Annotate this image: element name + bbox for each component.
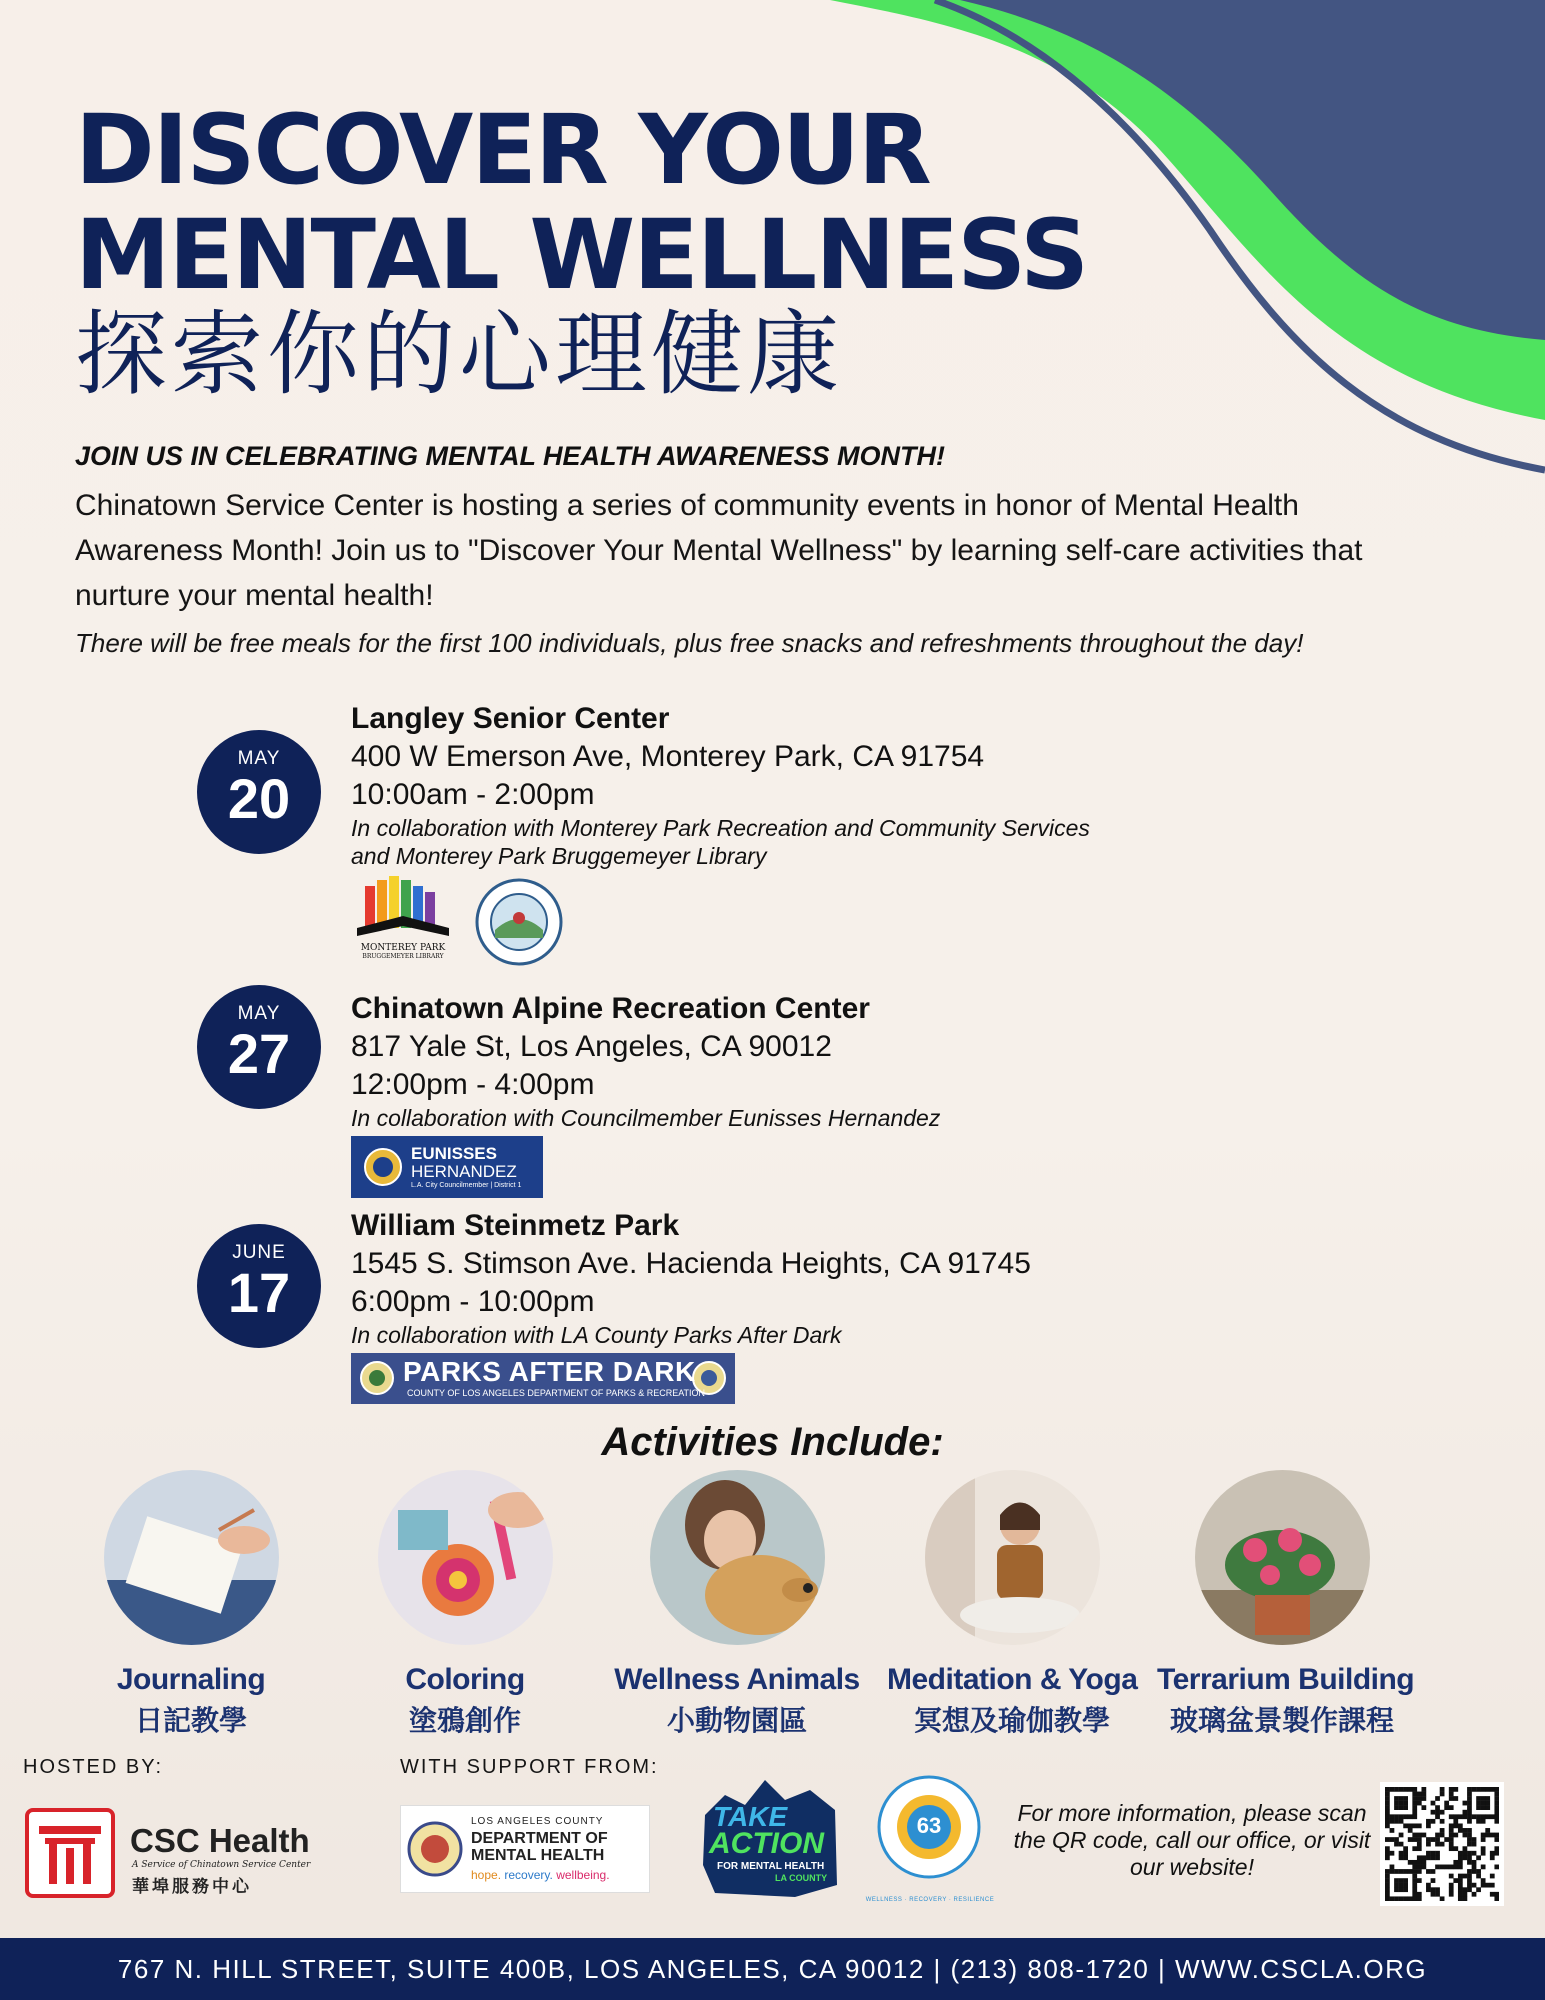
journaling-photo [104,1470,279,1645]
activity-name-cn: 玻璃盆景製作課程 [1169,1705,1394,1736]
monterey-park-seal [475,878,563,966]
date-badge-june-17 [197,1224,321,1348]
bruggemeyer-library-logo [353,876,453,966]
activity-name: Meditation & Yoga [887,1663,1138,1696]
headline-chinese: 探索你的心理健康 [75,301,844,408]
flowers-photo [1195,1470,1370,1645]
headline-line1: DISCOVER YOUR [75,94,930,206]
take-action-2: ACTION [709,1827,824,1860]
intro-body: Chinatown Service Center is hosting a series of community events in honor of Mental Health Awareness Month! Join us to "Discover Your Mental Wellness" by learning self-care activities that nurture your mental health! [75,489,1363,612]
tagline: JOIN US IN CELEBRATING MENTAL HEALTH AWARENESS MONTH! [75,441,946,471]
event-address: 1545 S. Stimson Ave. Hacienda Heights, CA 91745 [351,1247,1031,1280]
event-venue: William Steinmetz Park [351,1209,680,1242]
dmh-line2: DEPARTMENT OF [471,1830,608,1847]
dmh-tag-recovery: recovery. [504,1868,553,1882]
event-langley [351,700,1090,870]
event-time: 6:00pm - 10:00pm [351,1285,595,1318]
meditation-photo [925,1470,1100,1645]
activity-name-cn: 冥想及瑜伽教學 [913,1705,1110,1736]
activity-meditation-yoga [887,1470,1137,1739]
csc-sub: A Service of Chinatown Service Center [132,1860,311,1870]
logo-name-2: HERNANDEZ [411,1162,517,1181]
date-month: MAY [237,748,281,769]
dmh-line1: LOS ANGELES COUNTY [471,1816,604,1827]
csc-health-logo [25,1808,325,1900]
event-address: 400 W Emerson Ave, Monterey Park, CA 91754 [351,740,985,773]
parks-after-dark-logo [351,1353,735,1404]
mhsa-logo [857,1775,1003,1910]
library-sub: BRUGGEMEYER LIBRARY [362,953,444,960]
date-month: MAY [237,1003,281,1024]
event-venue: Chinatown Alpine Recreation Center [351,992,870,1025]
csc-name: CSC Health [130,1822,310,1859]
support-from-label: WITH SUPPORT FROM: [400,1756,659,1778]
logo-sub: COUNTY OF LOS ANGELES DEPARTMENT OF PARKS & RECREATION [407,1388,706,1398]
more-info-text: For more information, please scan the QR code, call our office, or visit our website! [1013,1800,1371,1880]
activity-name: Coloring [405,1663,525,1696]
dmh-tag-hope: hope. [471,1868,502,1882]
activity-name-cn: 日記教學 [134,1705,247,1736]
logo-title: PARKS AFTER DARK [403,1356,696,1387]
event-collab-2: and Monterey Park Bruggemeyer Library [351,843,767,869]
event-time: 10:00am - 2:00pm [351,778,595,811]
activity-name: Terrarium Building [1157,1663,1415,1696]
activity-journaling [66,1470,316,1739]
mhsa-tagline: WELLNESS · RECOVERY · RESILIENCE [865,1897,995,1903]
event-address: 817 Yale St, Los Angeles, CA 90012 [351,1030,832,1063]
activity-name: Wellness Animals [614,1663,860,1696]
date-badge-may-27 [197,985,321,1109]
event-collab: In collaboration with LA County Parks After Dark [351,1322,842,1348]
footer-contact: 767 N. HILL STREET, SUITE 400B, LOS ANGELES, CA 90012 | (213) 808-1720 | WWW.CSCLA.ORG [0,1938,1545,2000]
csc-chinese: 華埠服務中心 [132,1877,252,1896]
event-time: 12:00pm - 4:00pm [351,1068,595,1101]
meals-note: There will be free meals for the first 100 individuals, plus free snacks and refreshments throughout the day! [75,628,1304,658]
event-collab: In collaboration with Monterey Park Recreation and Community Services [351,815,1090,841]
mhsa-number: 63 [916,1813,942,1838]
take-action-logo [695,1775,847,1900]
qr-code[interactable] [1380,1782,1504,1906]
dog-photo [650,1470,825,1645]
activity-coloring [340,1470,590,1739]
activity-name: Journaling [116,1663,266,1696]
activities-title: Activities Include: [601,1420,944,1464]
take-action-1: TAKE [713,1801,788,1832]
event-chinatown-alpine [351,990,940,1132]
event-venue: Langley Senior Center [351,702,670,735]
date-day: 27 [227,1022,291,1085]
activity-name-cn: 小動物園區 [666,1705,807,1736]
library-name: MONTEREY PARK [360,943,446,953]
la-county-dmh-logo [400,1805,650,1893]
activity-name-cn: 塗鴉創作 [408,1705,521,1736]
event-collab: In collaboration with Councilmember Eunisses Hernandez [351,1105,941,1131]
logo-sub: L.A. City Councilmember | District 1 [411,1182,522,1189]
activity-terrarium [1157,1470,1415,1739]
event-steinmetz [351,1207,1031,1349]
hosted-by-label: HOSTED BY: [23,1756,164,1778]
date-day: 17 [227,1261,291,1324]
dmh-line3: MENTAL HEALTH [471,1847,605,1864]
eunisses-hernandez-logo [351,1136,543,1198]
date-day: 20 [227,767,291,830]
take-action-3: FOR MENTAL HEALTH [717,1861,825,1872]
date-month: JUNE [232,1242,286,1263]
dmh-tag-wellbeing: wellbeing. [556,1868,610,1882]
date-badge-may-20 [197,730,321,854]
coloring-photo [378,1470,553,1645]
take-action-4: LA COUNTY [775,1873,828,1883]
headline-line2: MENTAL WELLNESS [75,199,1088,311]
activity-wellness-animals [612,1470,862,1739]
dmh-tagline [471,1868,610,1882]
logo-name-1: EUNISSES [411,1144,497,1163]
